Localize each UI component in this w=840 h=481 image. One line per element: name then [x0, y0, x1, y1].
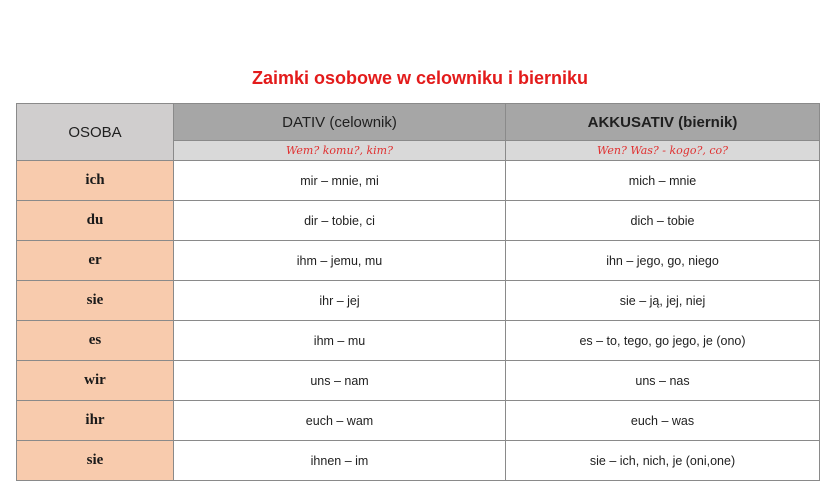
akkusativ-cell: sie – ich, nich, je (oni,one): [506, 441, 820, 481]
person-cell: sie: [17, 441, 174, 481]
akkusativ-cell: es – to, tego, go jego, je (ono): [506, 321, 820, 361]
table-row: [17, 201, 820, 241]
akkusativ-cell: sie – ją, jej, niej: [506, 281, 820, 321]
akkusativ-cell: mich – mnie: [506, 161, 820, 201]
pronoun-table: [16, 103, 820, 481]
table-row: [17, 241, 820, 281]
akkusativ-cell: uns – nas: [506, 361, 820, 401]
table-row: [17, 281, 820, 321]
person-cell: du: [17, 201, 174, 241]
person-cell: wir: [17, 361, 174, 401]
dativ-question: Wem? komu?, kim?: [174, 141, 506, 161]
akkusativ-header: AKKUSATIV (biernik): [506, 104, 820, 141]
dativ-cell: euch – wam: [174, 401, 506, 441]
dativ-cell: dir – tobie, ci: [174, 201, 506, 241]
person-cell: sie: [17, 281, 174, 321]
dativ-cell: ihm – jemu, mu: [174, 241, 506, 281]
page-title: Zaimki osobowe w celowniku i bierniku: [251, 68, 589, 88]
person-cell: er: [17, 241, 174, 281]
akkusativ-cell: ihn – jego, go, niego: [506, 241, 820, 281]
dativ-cell: ihm – mu: [174, 321, 506, 361]
akkusativ-cell: euch – was: [506, 401, 820, 441]
akkusativ-question: Wen? Was? - kogo?, co?: [506, 141, 820, 161]
table-row: [17, 361, 820, 401]
dativ-cell: mir – mnie, mi: [174, 161, 506, 201]
table-row: [17, 401, 820, 441]
dativ-cell: ihr – jej: [174, 281, 506, 321]
dativ-cell: ihnen – im: [174, 441, 506, 481]
table-row: [17, 321, 820, 361]
person-cell: ich: [17, 161, 174, 201]
dativ-cell: uns – nam: [174, 361, 506, 401]
osoba-header: OSOBA: [17, 104, 174, 161]
dativ-header: DATIV (celownik): [174, 104, 506, 141]
akkusativ-cell: dich – tobie: [506, 201, 820, 241]
person-cell: ihr: [17, 401, 174, 441]
header-row: [17, 104, 820, 141]
table-row: [17, 161, 820, 201]
table-row: [17, 441, 820, 481]
person-cell: es: [17, 321, 174, 361]
